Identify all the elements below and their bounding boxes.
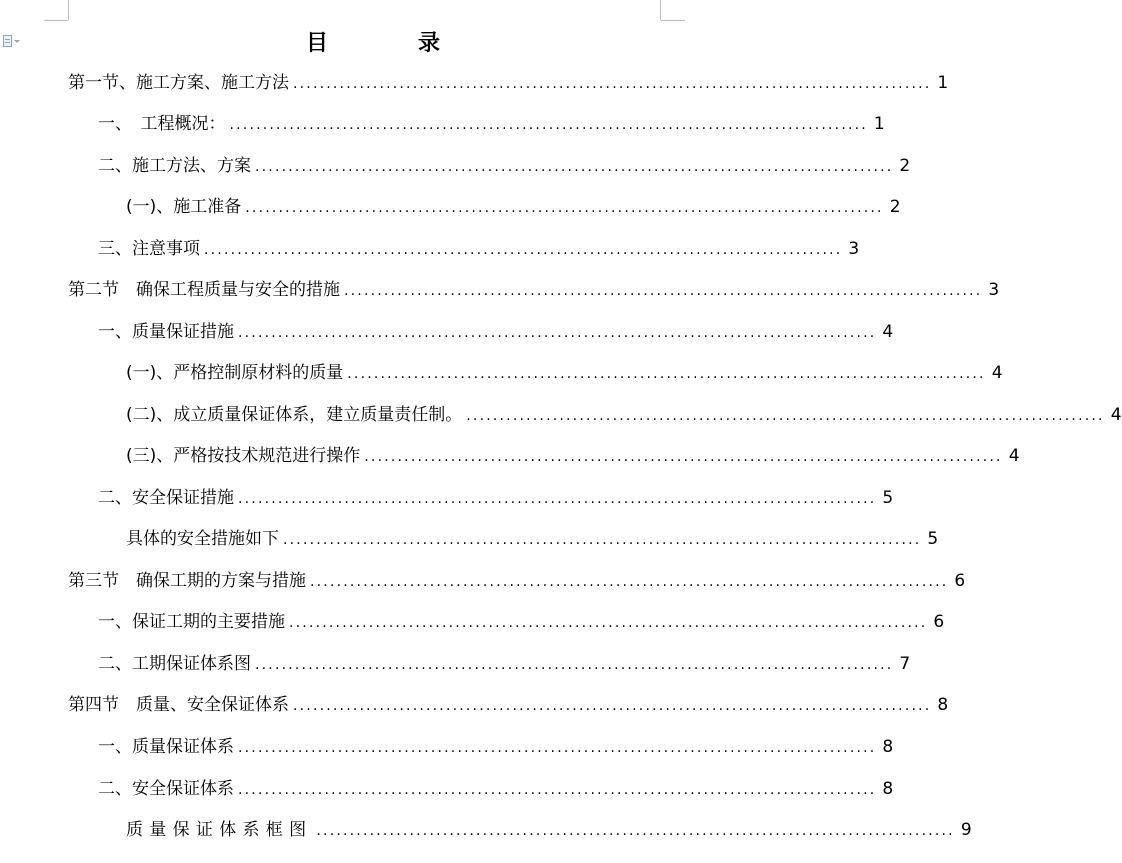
toc-page-number: 3 [848, 239, 860, 259]
toc-entry[interactable] [98, 146, 911, 176]
toc-entry-text: (一)、施工准备 [126, 197, 242, 217]
toc-leader: ................................................................................................ [238, 325, 877, 341]
toc-entry[interactable] [98, 104, 885, 134]
toc-entry[interactable] [68, 685, 949, 715]
toc-entry-text: 一、质量保证措施 [98, 322, 234, 342]
toc-leader: ................................................................................................ [316, 823, 955, 839]
toc-entry-text: 具体的安全措施如下 [126, 529, 279, 549]
toc-entry[interactable] [98, 602, 945, 632]
toc-entry-text: 第三节 确保工期的方案与措施 [68, 571, 306, 591]
toc-entry[interactable] [68, 561, 966, 591]
toc-page-number: 2 [889, 197, 901, 217]
toc-entry[interactable] [126, 519, 939, 549]
toc-leader: ................................................................................................ [204, 242, 843, 258]
toc-entry[interactable] [126, 395, 1122, 425]
toc-entry[interactable] [98, 478, 894, 508]
toc-page-number: 6 [933, 612, 945, 632]
toc-page-number: 3 [988, 280, 1000, 300]
toc-page-number: 1 [873, 114, 885, 134]
toc-entry-text: 二、施工方法、方案 [98, 156, 251, 176]
toc-leader: ................................................................................................ [238, 491, 877, 507]
toc-entry[interactable] [126, 436, 1020, 466]
toc-leader: ................................................................................................ [238, 740, 877, 756]
toc-entry-text: (一)、严格控制原材料的质量 [126, 363, 344, 383]
toc-leader: ................................................................................................ [289, 615, 928, 631]
toc-page-number: 1 [937, 73, 949, 93]
toc-entry-text: 质量保证体系框图 [126, 820, 313, 840]
toc-entry[interactable] [98, 769, 894, 799]
toc-entry-text: 第一节、施工方案、施工方法 [68, 73, 289, 93]
crop-mark-top-right-vertical [660, 0, 661, 20]
toc-entry-text: 二、安全保证措施 [98, 488, 234, 508]
toc-entry-text: 第二节 确保工程质量与安全的措施 [68, 280, 340, 300]
toc-page-number: 7 [899, 654, 911, 674]
toc-page-number: 5 [882, 488, 894, 508]
toc-leader: ................................................................................................ [255, 657, 894, 673]
toc-entry-text: 二、安全保证体系 [98, 779, 234, 799]
toc-entry-text: (三)、严格按技术规范进行操作 [126, 446, 361, 466]
toc-page-number: 8 [882, 779, 894, 799]
toc-entry-text: 一、 工程概况： [98, 114, 226, 134]
toc-leader: ................................................................................................ [293, 698, 932, 714]
toc-page-number: 2 [899, 156, 911, 176]
toc-leader: ................................................................................................ [293, 76, 932, 92]
toc-entry[interactable] [126, 187, 901, 217]
toc-leader: ................................................................................................ [466, 408, 1105, 424]
toc-entry-text: (二)、成立质量保证体系，建立质量责任制。 [126, 405, 463, 425]
toc-leader: ................................................................................................ [364, 449, 1003, 465]
toc-page-number: 4 [882, 322, 894, 342]
toc-entry[interactable] [98, 312, 894, 342]
toc-leader: ................................................................................................ [347, 366, 986, 382]
toc-leader: ................................................................................................ [245, 200, 884, 216]
toc-page-number: 4 [1008, 446, 1020, 466]
crop-mark-top-left-vertical [68, 0, 69, 20]
toc-title: 目 录 [305, 30, 474, 56]
toc-entry[interactable] [98, 229, 860, 259]
toc-leader: ................................................................................................ [238, 782, 877, 798]
toc-page-number: 6 [954, 571, 966, 591]
toc-entry-text: 第四节 质量、安全保证体系 [68, 695, 289, 715]
toc-page-number: 8 [882, 737, 894, 757]
toc-entry[interactable] [68, 63, 949, 93]
toc-entry[interactable] [98, 644, 911, 674]
toc-leader: ................................................................................................ [283, 532, 922, 548]
toc-leader: ................................................................................................ [310, 574, 949, 590]
toc-entry-text: 二、工期保证体系图 [98, 654, 251, 674]
toc-leader: ................................................................................................ [229, 117, 868, 133]
toc-leader: ................................................................................................ [344, 283, 983, 299]
toc-page-number: 5 [927, 529, 939, 549]
toc-page-number: 9 [960, 820, 972, 840]
toc-leader: ................................................................................................ [255, 159, 894, 175]
toc-page-number: 8 [937, 695, 949, 715]
crop-mark-top-right-horizontal [661, 20, 685, 21]
toc-page-number: 4 [1110, 405, 1122, 425]
toc-entry[interactable] [126, 810, 972, 840]
toc-entry-text: 三、注意事项 [98, 239, 200, 259]
toc-page-number: 4 [991, 363, 1003, 383]
toc-entry-text: 一、质量保证体系 [98, 737, 234, 757]
toc-entry[interactable] [126, 353, 1003, 383]
crop-mark-top-left-horizontal [44, 20, 68, 21]
toc-entry[interactable] [68, 270, 1000, 300]
toc-entry-text: 一、保证工期的主要措施 [98, 612, 285, 632]
toc-entry[interactable] [98, 727, 894, 757]
